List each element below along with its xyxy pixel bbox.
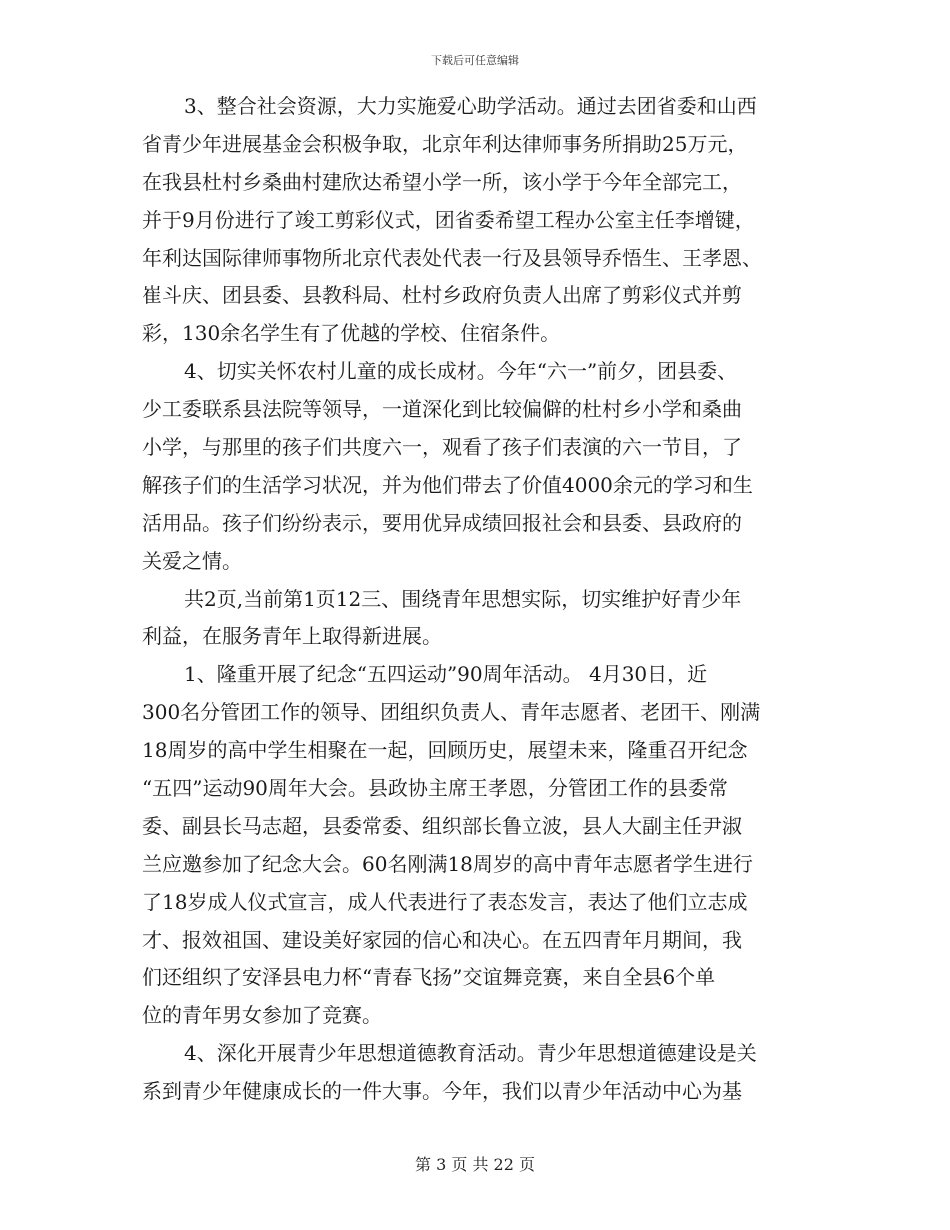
text-line: 了18岁成人仪式宣言，成人代表进行了表态发言，表达了他们立志成 [142, 889, 748, 914]
text-line: 小学，与那里的孩子们共度六一，观看了孩子们表演的六一节目，了 [142, 435, 742, 460]
document-body [142, 88, 810, 1111]
text-line: 少工委联系县法院等领导，一道深化到比较偏僻的杜村乡小学和桑曲 [142, 397, 742, 422]
text-line: 18周岁的高中学生相聚在一起，回顾历史，展望未来，隆重召开纪念 [142, 738, 748, 763]
text-line: 崔斗庆、团县委、县教科局、杜村乡政府负责人出席了剪彩仪式并剪 [142, 283, 742, 308]
page-header: 下载后可任意编辑 [431, 54, 519, 67]
text-line: 委、副县长马志超，县委常委、组织部长鲁立波，县人大副主任尹淑 [142, 813, 742, 838]
text-line: “五四”运动90周年大会。县政协主席王孝恩，分管团工作的县委常 [142, 776, 728, 801]
text-line: 300名分管团工作的领导、团组织负责人、青年志愿者、老团干、刚满 [142, 700, 761, 725]
text-line: 兰应邀参加了纪念大会。60名刚满18周岁的高中青年志愿者学生进行 [142, 851, 753, 876]
text-line: 关爱之情。 [142, 548, 242, 573]
text-line: 系到青少年健康成长的一件大事。今年，我们以青少年活动中心为基 [142, 1079, 742, 1104]
text-line: 4、切实关怀农村儿童的成长成材。今年“六一”前夕，团县委、 [184, 359, 738, 384]
text-line: 彩，130余名学生有了优越的学校、住宿条件。 [142, 321, 561, 346]
text-line: 才、报效祖国、建设美好家园的信心和决心。在五四青年月期间，我 [142, 927, 742, 952]
text-line: 省青少年进展基金会积极争取，北京年利达律师事务所捐助25万元， [142, 131, 748, 156]
text-line: 并于9月份进行了竣工剪彩仪式，团省委希望工程办公室主任李增键， [142, 207, 755, 232]
text-line: 年利达国际律师事物所北京代表处代表一行及县领导乔悟生、王孝恩、 [142, 245, 762, 270]
text-line: 共2页,当前第1页12三、围绕青年思想实际，切实维护好青少年 [184, 586, 742, 611]
text-line: 4、深化开展青少年思想道德教育活动。青少年思想道德建设是关 [184, 1041, 757, 1066]
text-line: 解孩子们的生活学习状况，并为他们带去了价值4000余元的学习和生 [142, 472, 753, 497]
text-line: 在我县杜村乡桑曲村建欣达希望小学一所，该小学于今年全部完工， [142, 169, 742, 194]
text-line: 活用品。孩子们纷纷表示，要用优异成绩回报社会和县委、县政府的 [142, 510, 742, 535]
text-line: 利益，在服务青年上取得新进展。 [142, 624, 442, 649]
text-line: 们还组织了安泽县电力杯“青春飞扬”交谊舞竞赛，来自全县6个单 [142, 965, 716, 990]
text-line: 3、整合社会资源，大力实施爱心助学活动。通过去团省委和山西 [184, 94, 757, 118]
text-line: 1、隆重开展了纪念“五四运动”90周年活动。 4月30日，近 [184, 662, 708, 687]
page-footer: 第 3 页 共 22 页 [415, 1155, 535, 1174]
text-line: 位的青年男女参加了竞赛。 [142, 1003, 382, 1028]
